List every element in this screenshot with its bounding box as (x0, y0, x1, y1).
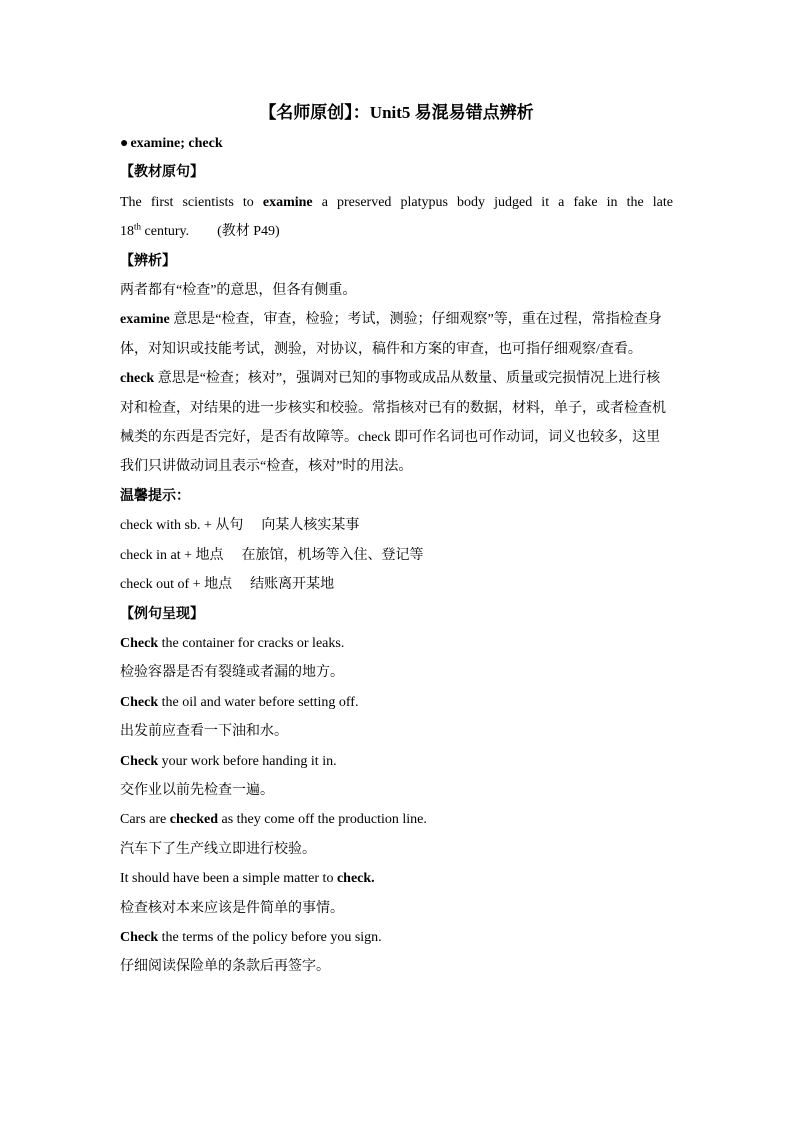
example-translation: 检查核对本来应该是件简单的事情。 (120, 900, 344, 916)
textbook-heading: 【教材原句】 (120, 165, 204, 181)
topic-text: examine; check (130, 136, 223, 151)
example-translation: 检验容器是否有裂缝或者漏的地方。 (120, 665, 344, 681)
analysis-check: check 意思是“检查；核对”，强调对已知的事物或成品从数量、质量或完损情况上进行核对和检查，对结果的进一步核实和校验。常指核对已有的数据，材料，单子，或者检查机械类的东西是否完好，是否有故障等。check 即可作名词也可作动词，词义也较多，这里我们只讲做动词且表示“检查，核对”时的用法。 (120, 371, 666, 475)
example-sentence: Check your work before handing it in. (120, 753, 337, 769)
examine-word: examine (120, 312, 170, 328)
example-sentence: It should have been a simple matter to check. (120, 871, 375, 887)
topic-heading (120, 129, 673, 158)
example-sentence: Check the oil and water before setting off. (120, 694, 359, 710)
tip-item: check in at + 地点 在旅馆，机场等入住、登记等 (120, 547, 424, 563)
tip-item: check out of + 地点 结账离开某地 (120, 577, 335, 593)
examples-heading: 【例句呈现】 (120, 606, 204, 622)
textbook-sentence-line2: 18th century. (教材 P49) (120, 221, 280, 240)
check-word: check (120, 371, 155, 387)
example-sentence: Check the terms of the policy before you sign. (120, 929, 382, 945)
example-translation: 交作业以前先检查一遍。 (120, 782, 274, 798)
tip-item: check with sb. + 从句 向某人核实某事 (120, 518, 360, 534)
page-title: 【名师原创】：Unit5 易混易错点辨析 (259, 103, 534, 122)
analysis-examine: examine 意思是“检查，审查，检验；考试，测验；仔细观察”等，重在过程，常指检查身体，对知识或技能考试，测验，对协议，稿件和方案的审查，也可指仔细观察/查看。 (120, 312, 662, 357)
textbook-keyword: examine (262, 194, 313, 210)
tips-heading: 温馨提示： (120, 488, 190, 504)
analysis-heading: 【辨析】 (120, 253, 176, 269)
example-sentence: Check the container for cracks or leaks. (120, 635, 345, 651)
example-translation: 仔细阅读保险单的条款后再签字。 (120, 959, 330, 975)
document-content (120, 98, 673, 982)
textbook-source: (教材 P49) (217, 224, 280, 240)
example-sentence: Cars are checked as they come off the production line. (120, 812, 427, 828)
analysis-intro: 两者都有“检查”的意思，但各有侧重。 (120, 283, 357, 299)
textbook-sentence-line1: The first scientists to examine a preserved platypus body judged it a fake in the late (120, 194, 673, 210)
example-translation: 出发前应查看一下油和水。 (120, 724, 288, 740)
bullet-icon: ● (120, 136, 129, 151)
example-translation: 汽车下了生产线立即进行校验。 (120, 841, 316, 857)
